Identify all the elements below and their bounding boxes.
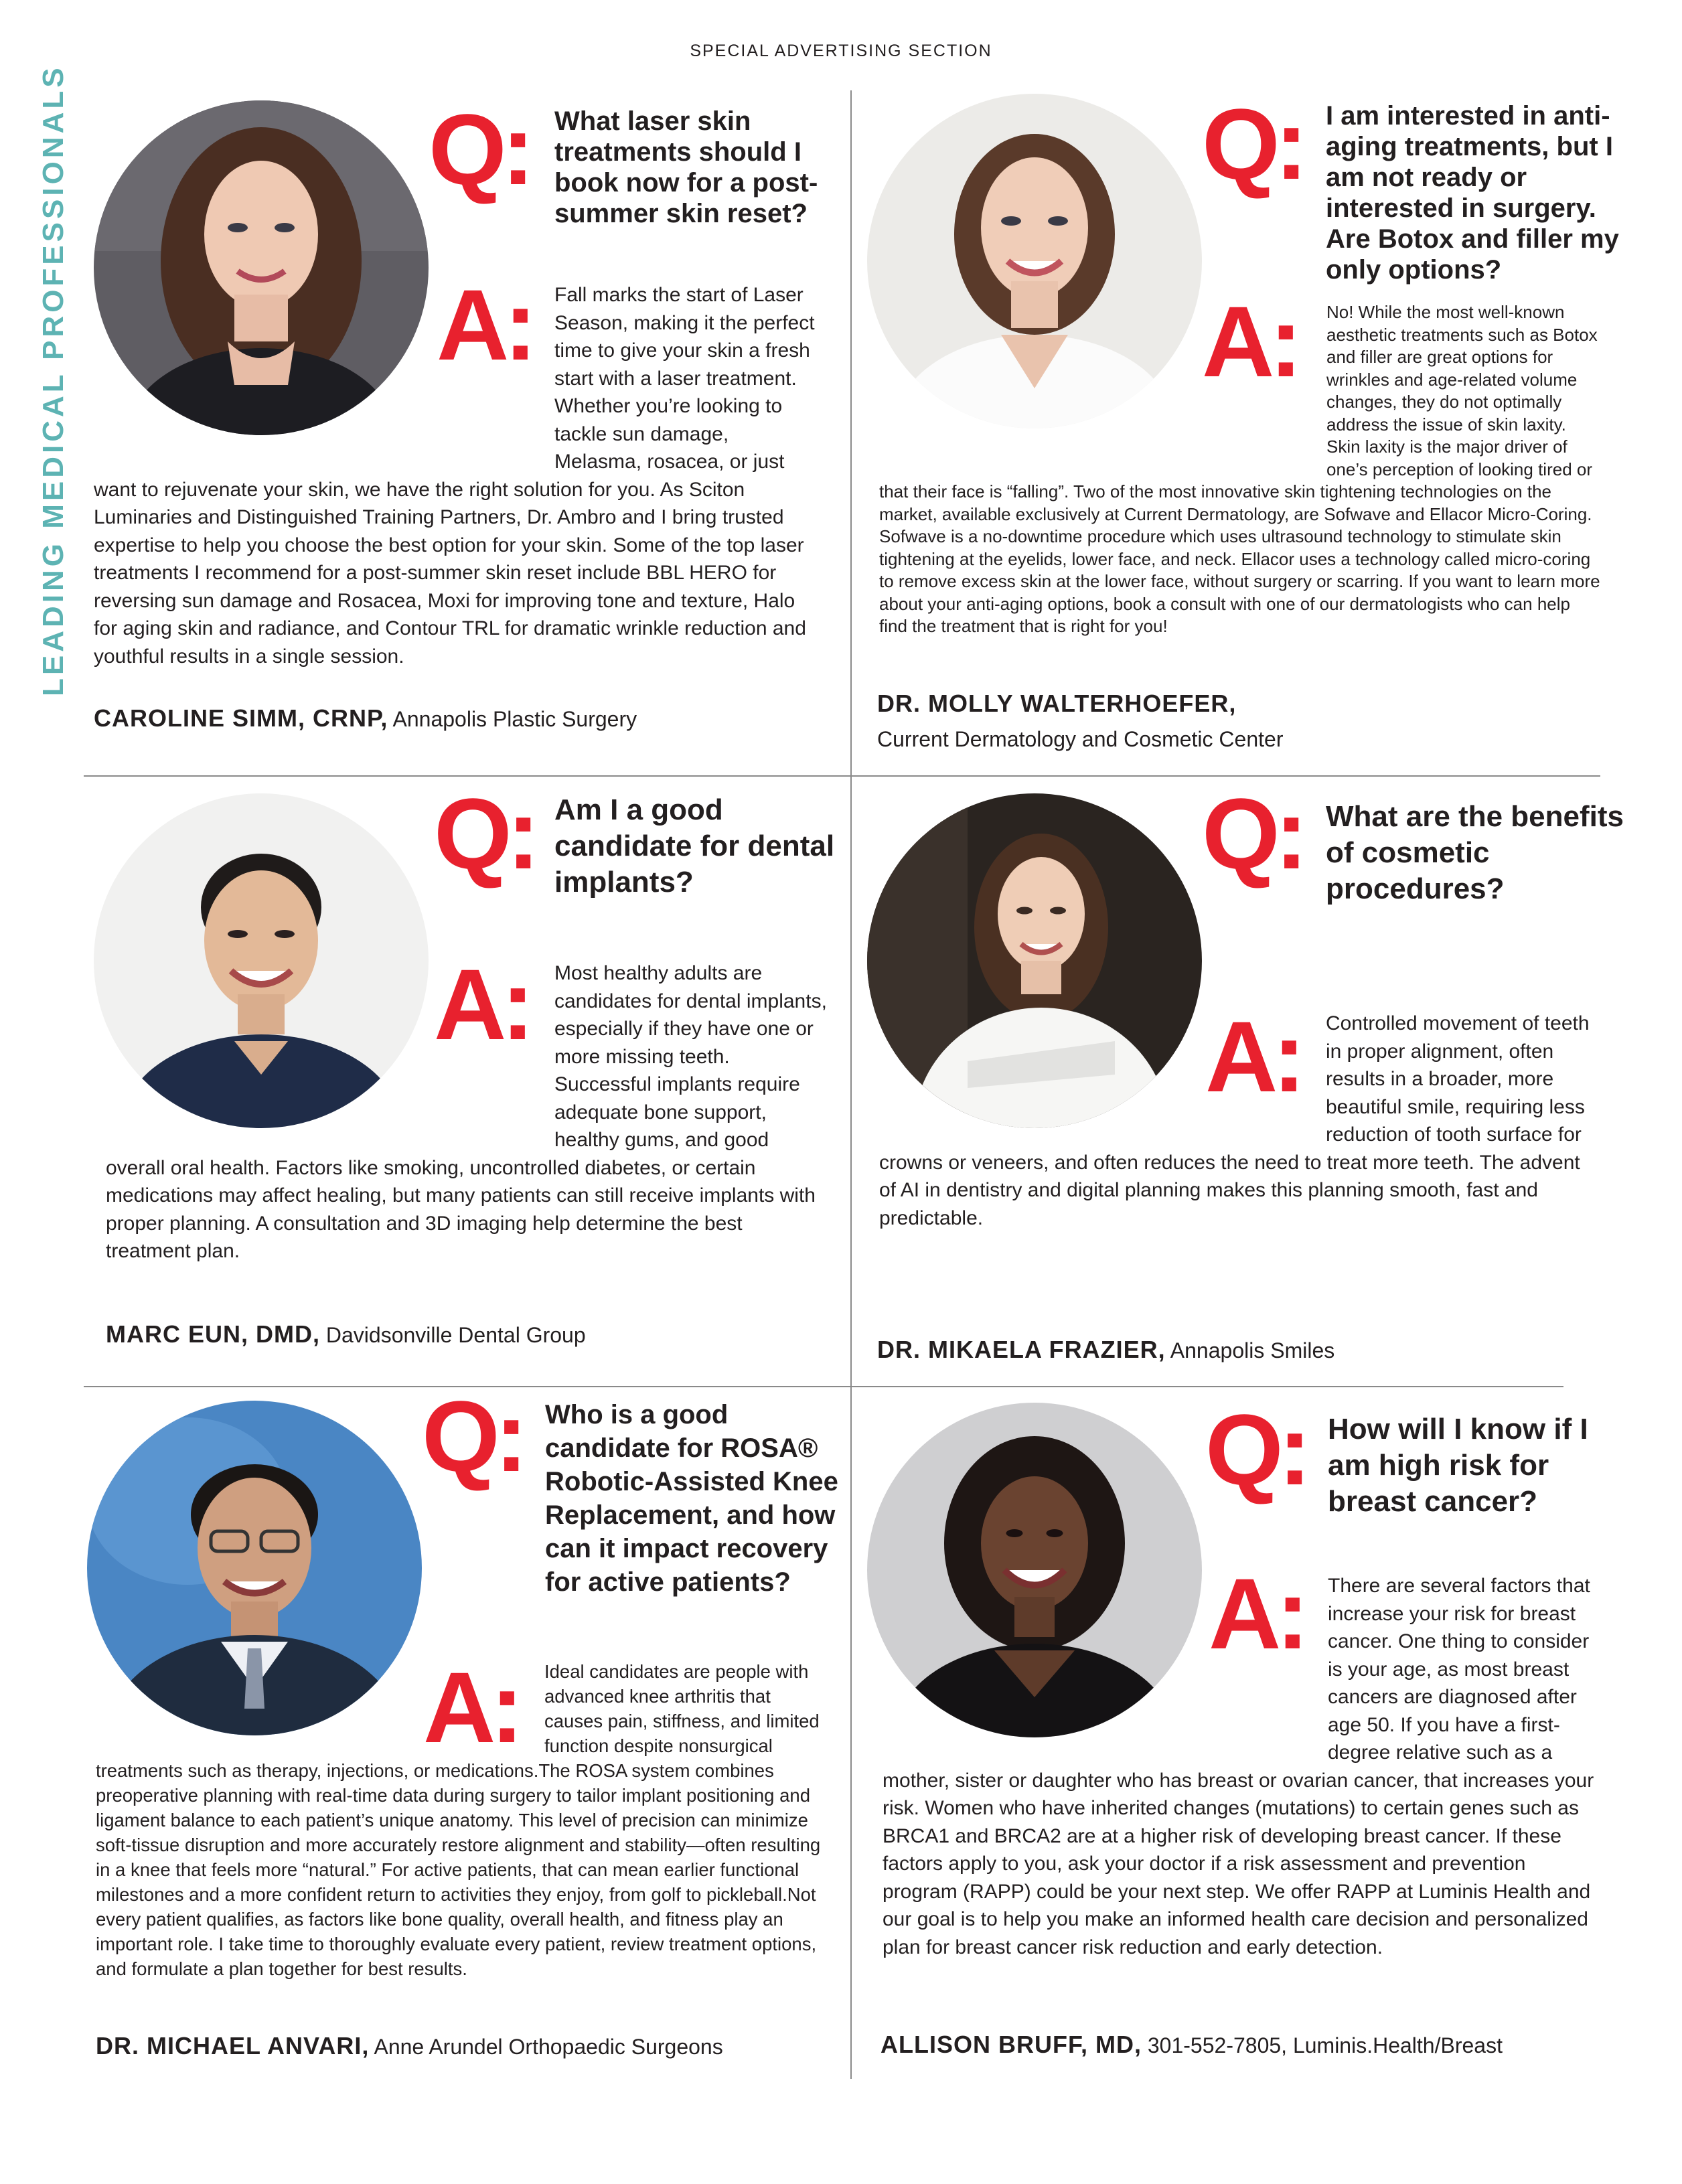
author-1: [94, 704, 637, 732]
a-mark-5: A:: [423, 1651, 519, 1764]
author-4-affiliation: Annapolis Smiles: [1170, 1338, 1335, 1362]
answer-6: [883, 1572, 1606, 1961]
author-6-name: ALLISON BRUFF, MD,: [881, 2031, 1142, 2058]
q-mark-2: Q:: [1202, 88, 1303, 200]
q-mark-3: Q:: [434, 777, 535, 890]
a-mark-2: A:: [1202, 285, 1298, 398]
answer-6-wrap-spacer: [883, 1572, 1328, 1766]
author-5-name: DR. MICHAEL ANVARI,: [96, 2032, 370, 2059]
author-6-affiliation: 301-552-7805, Luminis.Health/Breast: [1147, 2033, 1503, 2057]
q-mark-1: Q:: [429, 93, 530, 206]
author-3-name: MARC EUN, DMD,: [106, 1320, 320, 1348]
a-mark-6: A:: [1209, 1557, 1304, 1670]
row-divider-2: [84, 1386, 1563, 1387]
answer-4: [879, 1010, 1602, 1232]
answer-3: [106, 959, 829, 1265]
answer-1: [94, 281, 817, 670]
answer-4-text: Controlled movement of teeth in proper alignment, often results in a broader, more beautiful smile, requiring less reduction of tooth surface for crowns or veneers, and often reduces the need to treat more teeth. The advent of AI in dentistry and digital planning makes this planning smooth, fast and predictable.: [879, 1012, 1590, 1229]
answer-1-text: Fall marks the start of Laser Season, making it the perfect time to give your skin a fresh start with a laser treatment. Whether you’re looking to tackle sun damage, Melasma, rosacea, or just want to rejuvenate your skin, we have the right solution for you. As Sciton Luminaries and Distinguished Training Partners, Dr. Ambro and I bring trusted expertise to help you choose the best option for your skin. Some of the top laser treatments I recommend for a post-summer skin reset include BBL HERO for reversing sun damage and Rosacea, Moxi for improving tone and texture, Halo for aging skin and radiance, and Contour TRL for dramatic wrinkle reduction and youthful results in a single session.: [94, 284, 815, 668]
answer-5-text: Ideal candidates are people with advanced knee arthritis that causes pain, stiffness, and limited function despite nonsurgical treatments such as therapy, injections, or medications.The ROSA system combines preoperative planning with real-time data during surgery to tailor implant positioning and ligament balance to each patient’s unique anatomy. This level of precision can minimize soft-tissue disruption and more accurately restore alignment and stability—often resulting in a knee that feels more “natural.” For active patients, that can mean earlier functional milestones and a more confident return to activities they enjoy, from golf to pickleball.Not every patient qualifies, as factors like bone quality, overall health, and fitness play an important role. I take time to thoroughly evaluate every patient, review treatment options, and formulate a plan together for best results.: [96, 1661, 821, 1979]
answer-3-wrap-spacer: [106, 959, 554, 1154]
a-mark-4: A:: [1205, 1000, 1301, 1113]
author-4-name: DR. MIKAELA FRAZIER,: [877, 1336, 1166, 1363]
author-2-name: DR. MOLLY WALTERHOEFER,: [877, 690, 1237, 717]
row-divider-1: [84, 775, 1600, 777]
author-5: [96, 2032, 723, 2060]
author-2: [877, 686, 1547, 757]
q-mark-4: Q:: [1202, 777, 1303, 890]
author-2-affiliation: Current Dermatology and Cosmetic Center: [877, 727, 1284, 751]
answer-2: [879, 301, 1602, 638]
column-divider: [850, 90, 852, 2079]
answer-1-wrap-spacer: [94, 281, 554, 449]
q-mark-6: Q:: [1205, 1393, 1306, 1506]
answer-3-text: Most healthy adults are candidates for dental implants, especially if they have one or more missing teeth. Successful implants require adequate bone support, healthy gums, and good overall oral health. Factors like smoking, uncontrolled diabetes, or certain medications may affect healing, but many patients can still receive implants with proper planning. A consultation and 3D imaging help determine the best treatment plan.: [106, 962, 827, 1262]
a-mark-3: A:: [434, 948, 530, 1061]
question-2: I am interested in anti-aging treatments, but I am not ready or interested in surgery. Are Botox and filler my only options?: [1326, 101, 1619, 285]
section-header: SPECIAL ADVERTISING SECTION: [690, 42, 992, 60]
answer-5-wrap-spacer: [96, 1651, 544, 1764]
author-3: [106, 1320, 586, 1348]
answer-2-wrap-spacer: [879, 301, 1326, 459]
author-5-affiliation: Anne Arundel Orthopaedic Surgeons: [374, 2035, 723, 2059]
question-5: Who is a good candidate for ROSA® Robotic-Assisted Knee Replacement, and how can it impact recovery for active patients?: [545, 1400, 838, 1597]
answer-5: [96, 1651, 826, 1981]
answer-2-text: No! While the most well-known aesthetic treatments such as Botox and filler are great options for wrinkles and age-related volume changes, they do not optimally address the issue of skin laxity. Skin laxity is the major driver of one’s perception of looking tired or that their face is “falling”. Two of the most innovative skin tightening technologies on the market, available exclusively at Current Dermatology, are Sofwave and Ellacor Micro-Coring. Sofwave is a no-downtime procedure which uses ultrasound technology to stimulate skin tightening at the eyelids, lower face, and neck. Ellacor uses a technology called micro-coring to remove excess skin at the lower face, without surgery or scarring. If you want to learn more about your anti-aging options, book a consult with one of our dermatologists who can help find the treatment that is right for you!: [879, 302, 1600, 636]
question-1: What laser skin treatments should I book now for a post-summer skin reset?: [554, 106, 818, 228]
q-mark-5: Q:: [422, 1380, 523, 1492]
author-1-affiliation: Annapolis Plastic Surgery: [392, 707, 637, 731]
a-mark-1: A:: [437, 268, 532, 381]
answer-6-text: There are several factors that increase your risk for breast cancer. One thing to consider is your age, as most breast cancers are diagnosed after age 50. If you have a first-degree relative such as a mother, sister or daughter who has breast or ovarian cancer, that increases your risk. Women who have inherited changes (mutations) to certain genes such as BRCA1 and BRCA2 are at a higher risk of developing breast cancer. If these factors apply to you, ask your doctor if a risk assessment and prevention program (RAPP) could be your next step. We offer RAPP at Luminis Health and our goal is to help you make an informed health care decision and personalized plan for breast cancer risk reduction and early detection.: [883, 1575, 1594, 1958]
side-section-label: LEADING MEDICAL PROFESSIONALS: [37, 64, 70, 696]
author-3-affiliation: Davidsonville Dental Group: [325, 1323, 586, 1347]
author-1-name: CAROLINE SIMM, CRNP,: [94, 704, 388, 732]
author-6: [881, 2031, 1503, 2059]
answer-4-wrap-spacer: [879, 1010, 1326, 1144]
question-3: Am I a good candidate for dental implants?: [554, 793, 835, 899]
author-4: [877, 1336, 1334, 1364]
question-4: What are the benefits of cosmetic procedures?: [1326, 800, 1624, 905]
question-6: How will I know if I am high risk for breast cancer?: [1328, 1413, 1588, 1518]
